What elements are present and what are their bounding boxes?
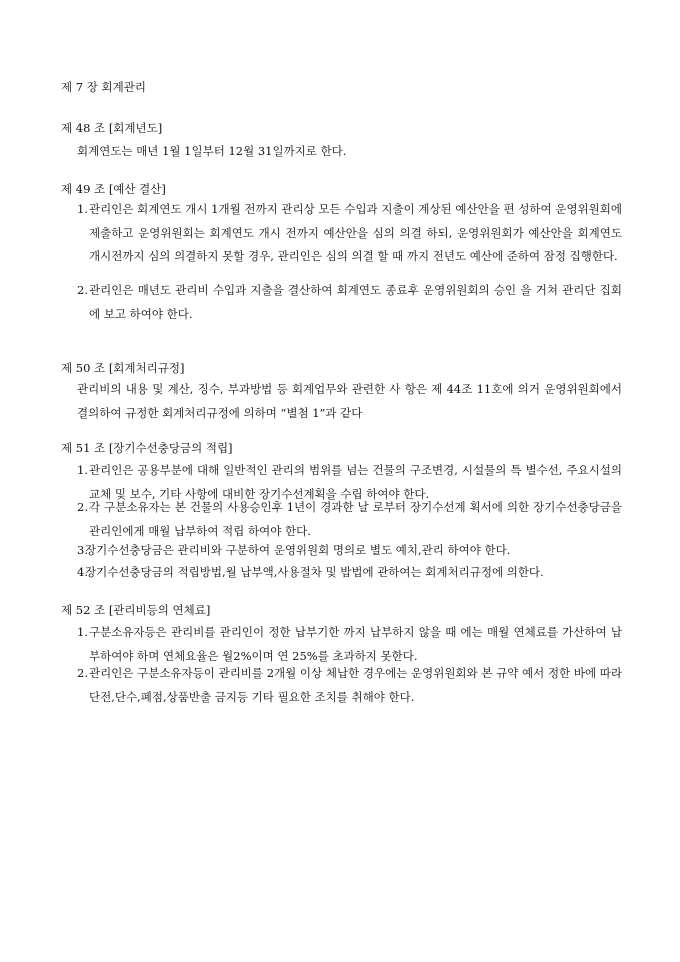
item-number: 1.	[77, 202, 88, 216]
item-text: 관리인은 공용부분에 대해 일반적인 관리의 범위를 넘는 건물의 구조변경, 시설물의 특 별수선, 주요시설의교체 및 보수, 기타 사항에 대비한 장기수선계획을 수립 하여야 한다.	[89, 463, 622, 501]
chapter-title: 제 7 장 회계관리	[61, 80, 146, 94]
article-52-item-2	[77, 662, 622, 709]
item-number: 3.	[77, 543, 88, 557]
item-number: 2.	[77, 666, 88, 680]
item-text: 관리인은 구분소유자등이 관리비를 2개월 이상 체납한 경우에는 운영위원회와 본 규약 예서 정한 바에 따라 단전,단수,폐점,상품반출 금지등 기타 필요한 조치를 취해야 한다.	[89, 666, 622, 704]
item-text: 관리인은 회계연도 개시 1개월 전까지 관리상 모든 수입과 지출이 계상된 예산안을 편 성하여 운영위원회에 제출하고 운영위원회는 회계연도 개시 전까지 예산안을 심의 의결 하되, 운영위원회가 예산안을 회계연도 개시전까지 심의 의결하지 못할 경우, 관리인은 심의 의결 할 때 까지 전년도 예산에 준하여 잠정 집행한다.	[89, 202, 622, 263]
item-number: 1.	[77, 625, 88, 639]
item-text: 장기수선충당금의 적립방법,월 납부액,사용절차 및 밥법에 관하여는 회계처리규정에 의한다.	[85, 565, 544, 579]
item-number: 1.	[77, 463, 88, 477]
article-49-heading: 제 49 조 [예산 결산]	[61, 182, 166, 196]
item-number: 2.	[77, 500, 88, 514]
item-text: 관리인은 매년도 관리비 수입과 지출을 결산하여 회계연도 종료후 운영위원회의 승인 을 거쳐 관리단 집회에 보고 하여야 한다.	[89, 283, 622, 321]
item-text: 장기수선충당금은 관리비와 구분하여 운영위원회 명의로 별도 예치,관리 하여야 한다.	[85, 543, 511, 557]
article-51-heading: 제 51 조 [장기수선충당금의 적립]	[61, 441, 233, 455]
article-48-body: 회계연도는 매년 1월 1일부터 12월 31일까지로 한다.	[77, 144, 347, 158]
item-number: 2.	[77, 283, 88, 297]
article-51-item-4	[77, 561, 622, 585]
article-51-item-3	[77, 539, 622, 563]
article-49-item-1	[77, 198, 622, 269]
article-48-heading: 제 48 조 [회계년도]	[61, 121, 163, 135]
article-50-heading: 제 50 조 [회계처리규정]	[61, 361, 185, 375]
article-52-heading: 제 52 조 [관리비등의 연체료]	[61, 603, 211, 617]
article-50-body: 관리비의 내용 및 계산, 징수, 부과방법 등 회계업무와 관련한 사 항은 제 44조 11호에 의거 운영위원회에서 결의하여 규정한 회계처리규정에 의하며 “별첨 1”과 같다	[77, 382, 622, 420]
article-51-item-2	[77, 496, 622, 543]
article-52-item-1	[77, 621, 622, 668]
item-text: 각 구분소유자는 본 건물의 사용승인후 1년이 경과한 날 로부터 장기수선계 획서에 의한 장기수선충당금을 관리인에게 매월 납부하여 적립 하여야 한다.	[89, 500, 622, 538]
item-number: 4.	[77, 565, 88, 579]
item-text: 구분소유자등은 관리비를 관리인이 정한 납부기한 까지 납부하지 않을 때 에는 매월 연체료를 가산하여 납부하여야 하며 연체요율은 월2%이며 연 25%를 초과하지 못한다.	[89, 625, 622, 663]
article-49-item-2	[77, 279, 622, 326]
